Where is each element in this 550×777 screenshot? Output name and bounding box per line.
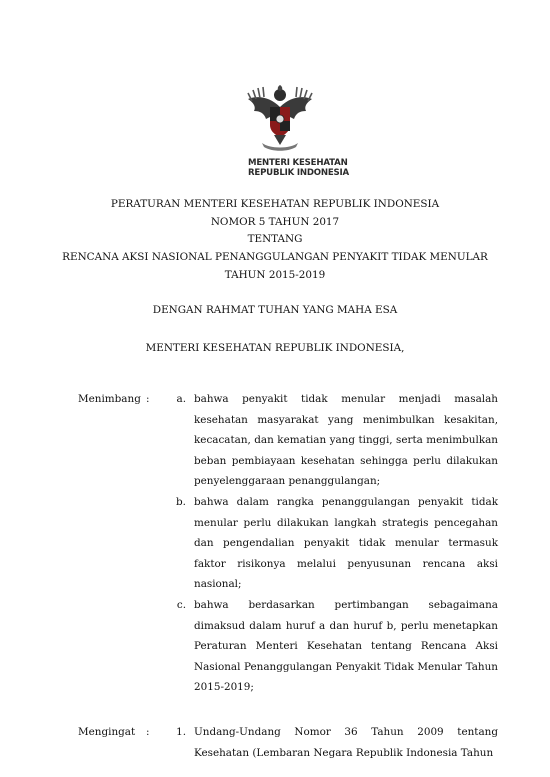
title-line-3: TENTANG [247, 233, 303, 246]
garuda-emblem-icon [240, 77, 320, 157]
item-marker: 1. [176, 725, 186, 738]
ministry-line-1: MENTERI KESEHATAN [248, 158, 348, 168]
mengingat-item-1 [78, 722, 498, 763]
title-line-5: TAHUN 2015-2019 [224, 268, 326, 281]
item-text: bahwa berdasarkan pertimbangan sebagaimana dimaksud dalam huruf a dan huruf b, perlu menetapkan Peraturan Menteri Kesehatan tentang Rencana Aksi Nasional Penanggulangan Penyakit Tidak Menular Tahun 2015-2019; [194, 598, 498, 694]
item-text: bahwa dalam rangka penanggulangan penyakit tidak menular perlu dilakukan langkah strategis pencegahan dan pengendalian penyakit tidak menular termasuk faktor risikonya melalui penyusunan rencana aksi nasional; [194, 495, 498, 591]
menimbang-item-a [78, 389, 498, 492]
considerations-section [78, 389, 498, 763]
preamble-text: DENGAN RAHMAT TUHAN YANG MAHA ESA [152, 304, 398, 316]
mengingat-label: Mengingat [78, 725, 136, 738]
item-text: bahwa penyakit tidak menular menjadi masalah kesehatan masyarakat yang menimbulkan kesakitan, kecacatan, dan kematian yang tinggi, serta menimbulkan beban pembiayaan kesehatan sehingga perlu dilakukan penyelenggaraan penanggulangan; [194, 393, 498, 488]
authority-text: MENTERI KESEHATAN REPUBLIK INDONESIA, [145, 342, 405, 354]
menimbang-item-c [78, 595, 498, 698]
title-line-2: NOMOR 5 TAHUN 2017 [210, 215, 340, 228]
regulation-title [60, 196, 490, 285]
item-marker: c. [176, 598, 186, 611]
ministry-logo-text [248, 158, 358, 178]
menimbang-colon: : [146, 393, 150, 405]
title-line-4: RENCANA AKSI NASIONAL PENANGGULANGAN PENYAKIT TIDAK MENULAR [62, 251, 488, 264]
ministry-line-2: REPUBLIK INDONESIA [248, 168, 349, 178]
mengingat-colon: : [146, 725, 150, 738]
item-marker: a. [176, 393, 186, 405]
menimbang-item-b [78, 492, 498, 595]
menimbang-label: Menimbang [78, 393, 141, 405]
item-text: Undang-Undang Nomor 36 Tahun 2009 tentang Kesehatan (Lembaran Negara Republik Indonesia Tahun [194, 725, 498, 759]
title-line-1: PERATURAN MENTERI KESEHATAN REPUBLIK INDONESIA [110, 198, 440, 210]
item-marker: b. [176, 495, 186, 508]
